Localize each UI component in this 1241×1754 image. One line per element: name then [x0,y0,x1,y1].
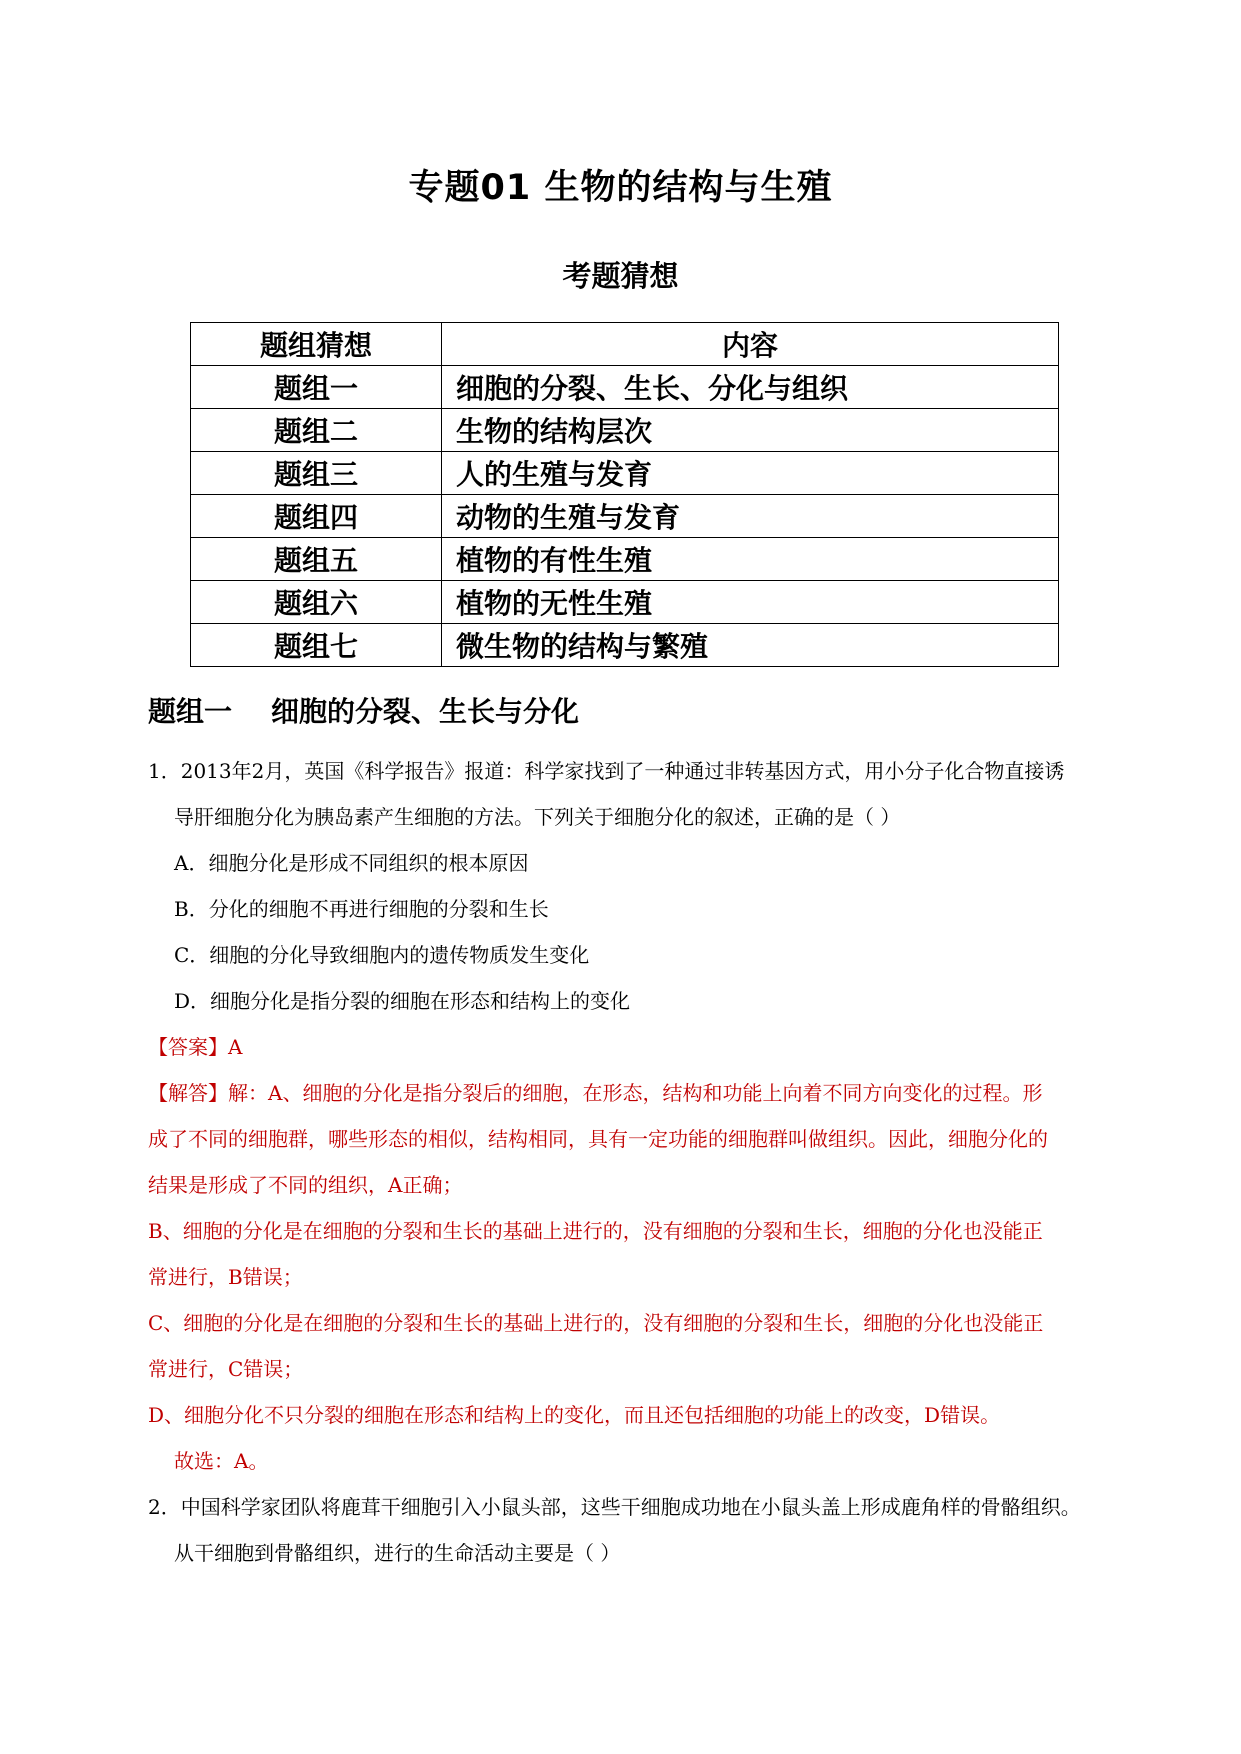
table-row [191,366,1059,409]
table-row [191,581,1059,624]
group-heading: 题组一 细胞的分裂、生长与分化 [148,695,579,728]
table-cell-group: 题组四 [191,495,442,538]
question-1-line-1: 1．2013年2月，英国《科学报告》报道：科学家找到了一种通过非转基因方式，用小分子化合物直接诱 [148,759,1065,783]
analysis-line: C、细胞的分化是在细胞的分裂和生长的基础上进行的，没有细胞的分裂和生长，细胞的分化也没能正 [148,1311,1044,1335]
table-cell-content: 动物的生殖与发育 [442,495,1059,538]
question-2-line-1: 2．中国科学家团队将鹿茸干细胞引入小鼠头部，这些干细胞成功地在小鼠头盖上形成鹿角样的骨骼组织。 [148,1495,1081,1519]
table-cell-content: 植物的无性生殖 [442,581,1059,624]
question-1-answer: 【答案】A [148,1035,243,1059]
table-header-cell: 内容 [442,323,1059,366]
table-cell-content: 植物的有性生殖 [442,538,1059,581]
table-cell-content: 微生物的结构与繁殖 [442,624,1059,667]
analysis-conclusion: 故选：A。 [174,1449,269,1473]
table-row [191,409,1059,452]
table-cell-group: 题组三 [191,452,442,495]
question-1-option-d: D．细胞分化是指分裂的细胞在形态和结构上的变化 [174,989,631,1013]
table-row [191,624,1059,667]
question-2-line-2: 从干细胞到骨骼组织，进行的生命活动主要是（ ） [174,1541,621,1565]
table-cell-group: 题组五 [191,538,442,581]
analysis-line: D、细胞分化不只分裂的细胞在形态和结构上的变化，而且还包括细胞的功能上的改变，D错误。 [148,1403,1001,1427]
table-row [191,495,1059,538]
table-cell-group: 题组二 [191,409,442,452]
table-cell-group: 题组七 [191,624,442,667]
table-cell-group: 题组六 [191,581,442,624]
question-1-line-2: 导肝细胞分化为胰岛素产生细胞的方法。下列关于细胞分化的叙述，正确的是（ ） [174,805,901,829]
analysis-line: 【解答】解：A、细胞的分化是指分裂后的细胞，在形态，结构和功能上向着不同方向变化的过程。形 [148,1081,1043,1105]
section-subtitle: 考题猜想 [562,259,679,293]
table-row [191,538,1059,581]
analysis-line: B、细胞的分化是在细胞的分裂和生长的基础上进行的，没有细胞的分裂和生长，细胞的分化也没能正 [148,1219,1043,1243]
question-1-option-c: C．细胞的分化导致细胞内的遗传物质发生变化 [174,943,590,967]
table-cell-content: 细胞的分裂、生长、分化与组织 [442,366,1059,409]
table-cell-group: 题组一 [191,366,442,409]
question-1-option-b: B．分化的细胞不再进行细胞的分裂和生长 [174,897,549,921]
table-cell-content: 人的生殖与发育 [442,452,1059,495]
table-header-cell: 题组猜想 [191,323,442,366]
question-1-option-a: A．细胞分化是形成不同组织的根本原因 [174,851,529,875]
table-row [191,452,1059,495]
analysis-line: 常进行，C错误； [148,1357,304,1381]
analysis-line: 成了不同的细胞群，哪些形态的相似，结构相同，具有一定功能的细胞群叫做组织。因此，细胞分化的 [148,1127,1048,1151]
table-cell-content: 生物的结构层次 [442,409,1059,452]
document-title: 专题01 生物的结构与生殖 [408,168,833,208]
analysis-line: 常进行，B错误； [148,1265,303,1289]
analysis-line: 结果是形成了不同的组织，A正确； [148,1173,463,1197]
guess-table [190,322,1059,667]
table-header-row [191,323,1059,366]
